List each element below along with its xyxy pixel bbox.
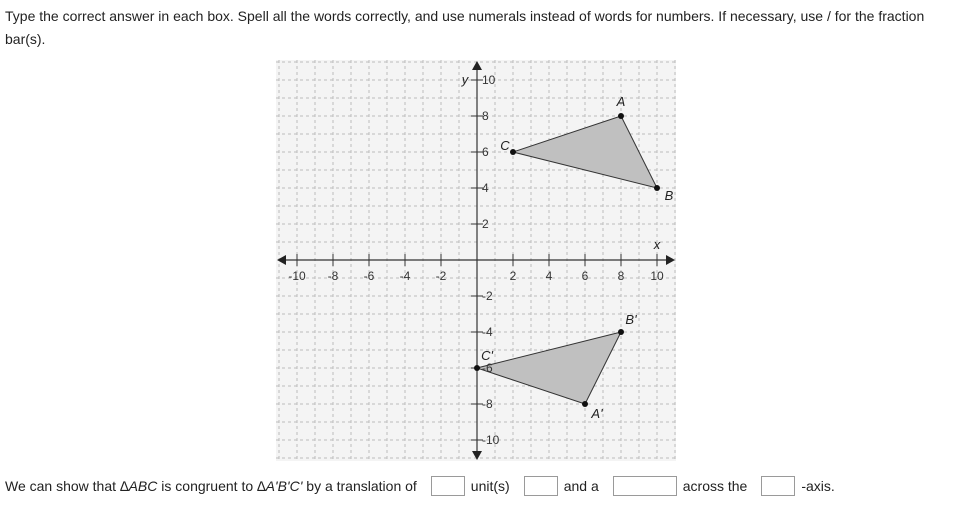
question-instructions: Type the correct answer in each box. Spell all the words correctly, and use numerals instead of words for numbers. If necessary, use / for the fraction bar(s). [5,8,925,47]
answer-text-congruent: is congruent to [157,478,258,494]
vertex-point [474,365,480,371]
unit-label: unit(s) [470,478,510,494]
vertex-label: C [500,138,510,153]
y-tick-label: -4 [482,325,493,339]
x-tick-label: 4 [545,269,553,283]
y-tick-label: 4 [482,181,489,195]
vertex-label: B [664,188,674,203]
vertex-point [510,149,516,155]
x-tick-label: 6 [581,269,589,283]
vertex-point [582,401,588,407]
answer-text-translation: by a translation of [302,478,417,494]
triangle-prime-label: ∆A'B'C' [257,478,303,494]
coordinate-graph [276,60,676,461]
vertex-label: A' [591,406,603,421]
y-tick-label: -2 [482,289,493,303]
vertex-point [618,329,624,335]
x-tick-label: 10 [650,269,664,283]
x-tick-label: 2 [509,269,517,283]
y-tick-label: 8 [482,109,489,123]
x-tick-label: -4 [399,269,411,283]
x-axis-label: x [653,237,661,252]
answer-text-start: We can show that [5,478,117,494]
y-tick-label: -10 [482,433,500,447]
x-tick-label: 8 [617,269,625,283]
answer-sentence [5,474,835,498]
translation-amount-input[interactable] [431,476,465,496]
x-tick-label: -6 [363,269,375,283]
x-tick-label: -8 [327,269,339,283]
y-tick-label: -8 [482,397,493,411]
and-a-label: and a [563,478,599,494]
transformation-type-input[interactable] [613,476,677,496]
y-tick-label: 6 [482,145,489,159]
axis-suffix-label: -axis. [801,478,835,494]
axis-name-input[interactable] [761,476,795,496]
translation-direction-input[interactable] [524,476,558,496]
y-tick-label: 2 [482,217,489,231]
vertex-point [618,113,624,119]
y-axis-label: y [461,72,469,87]
vertex-label: C' [481,348,493,363]
graph-svg [276,60,676,461]
x-tick-label: -10 [288,269,306,283]
vertex-label: A [616,94,626,109]
across-the-label: across the [682,478,748,494]
vertex-point [654,185,660,191]
y-tick-label: -6 [482,361,493,375]
y-tick-label: 10 [482,73,496,87]
vertex-label: B' [625,312,637,327]
triangle-abc-label: ∆ABC [120,478,158,494]
x-tick-label: -2 [435,269,447,283]
